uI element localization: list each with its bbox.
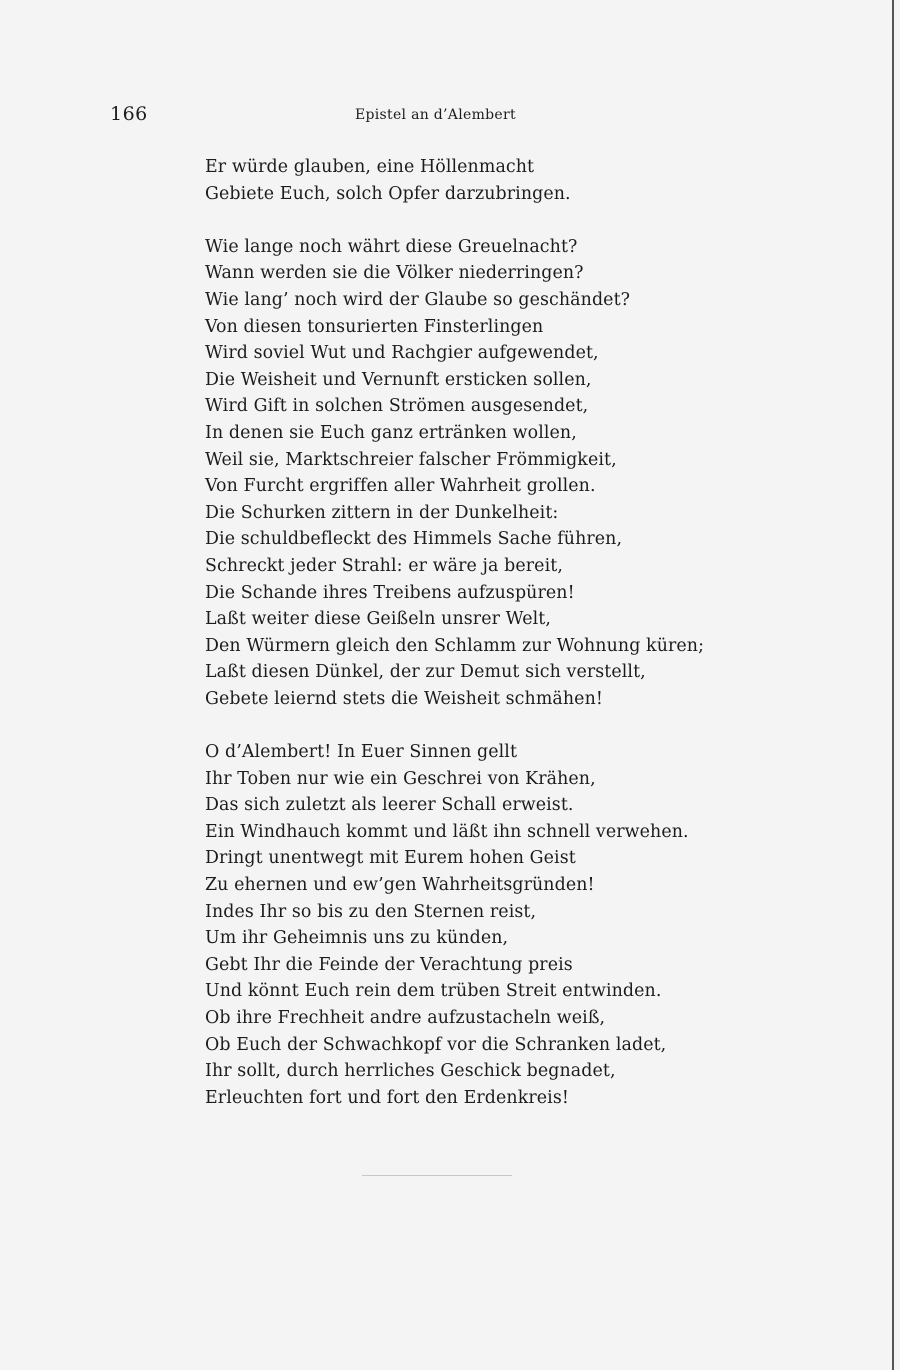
stanza [205, 154, 765, 207]
poem-line: Wird soviel Wut und Rachgier aufgewendet, [205, 343, 599, 364]
poem-line: Er würde glauben, eine Höllenmacht [205, 157, 535, 177]
poem-line: Wann werden sie die Völker niederringen? [205, 263, 584, 284]
poem-line: Ihr sollt, durch herrliches Geschick begnadet, [205, 1061, 616, 1082]
poem-line: Gebete leiernd stets die Weisheit schmähen! [205, 688, 603, 709]
poem-line: Laßt diesen Dünkel, der zur Demut sich verstellt, [205, 662, 646, 683]
poem-line: Dringt unentwegt mit Eurem hohen Geist [205, 848, 576, 869]
poem-line: Gebt Ihr die Feinde der Verachtung preis [205, 954, 573, 975]
page-edge-shadow [892, 0, 894, 1370]
poem-line: Erleuchten fort und fort den Erdenkreis! [205, 1087, 569, 1108]
poem-line: Ob ihre Frechheit andre aufzustacheln weiß, [205, 1008, 606, 1028]
stanza-break [205, 207, 765, 234]
poem-line: Weil sie, Marktschreier falscher Frömmigkeit, [205, 449, 617, 470]
poem-line: Von diesen tonsurierten Finsterlingen [205, 316, 544, 337]
stanza-break [205, 712, 765, 739]
poem-line: Wie lang’ noch wird der Glaube so geschändet? [205, 289, 631, 310]
page-number: 166 [110, 103, 148, 125]
poem-line: Ihr Toben nur wie ein Geschrei von Krähen, [205, 768, 596, 789]
stanza [205, 234, 765, 713]
poem-line: Ob Euch der Schwachkopf vor die Schranken ladet, [205, 1034, 667, 1055]
stanza [205, 739, 765, 1111]
poem-line: Von Furcht ergriffen aller Wahrheit grollen. [205, 476, 596, 497]
poem-line: Zu ehernen und ew’gen Wahrheitsgründen! [205, 875, 595, 896]
poem-line: Wie lange noch währt diese Greuelnacht? [205, 236, 578, 257]
poem-line: Indes Ihr so bis zu den Sternen reist, [205, 901, 537, 922]
poem-line: O d’Alembert! In Euer Sinnen gellt [205, 742, 518, 763]
poem-line: Die Schande ihres Treibens aufzuspüren! [205, 582, 575, 603]
poem-line: Laßt weiter diese Geißeln unsrer Welt, [205, 609, 551, 630]
poem-line: Die Weisheit und Vernunft ersticken sollen, [205, 369, 592, 390]
poem-line: Das sich zuletzt als leerer Schall erweist. [205, 795, 574, 816]
poem-line: Wird Gift in solchen Strömen ausgesendet, [205, 396, 589, 417]
running-title: Epistel an d’Alembert [355, 107, 516, 123]
poem-line: In denen sie Euch ganz ertränken wollen, [205, 422, 577, 443]
poem-line: Und könnt Euch rein dem trüben Streit entwinden. [205, 981, 662, 1002]
poem-line: Die schuldbefleckt des Himmels Sache führen, [205, 529, 623, 550]
poem-line: Die Schurken zittern in der Dunkelheit: [205, 502, 559, 523]
poem-line: Gebiete Euch, solch Opfer darzubringen. [205, 183, 571, 204]
poem-line: Ein Windhauch kommt und läßt ihn schnell verwehen. [205, 821, 689, 842]
poem-line: Um ihr Geheimnis uns zu künden, [205, 928, 509, 949]
poem-line: Schreckt jeder Strahl: er wäre ja bereit, [205, 555, 563, 576]
poem-line: Den Würmern gleich den Schlamm zur Wohnung küren; [205, 635, 705, 656]
end-divider [362, 1175, 512, 1176]
poem-body [205, 154, 765, 1111]
